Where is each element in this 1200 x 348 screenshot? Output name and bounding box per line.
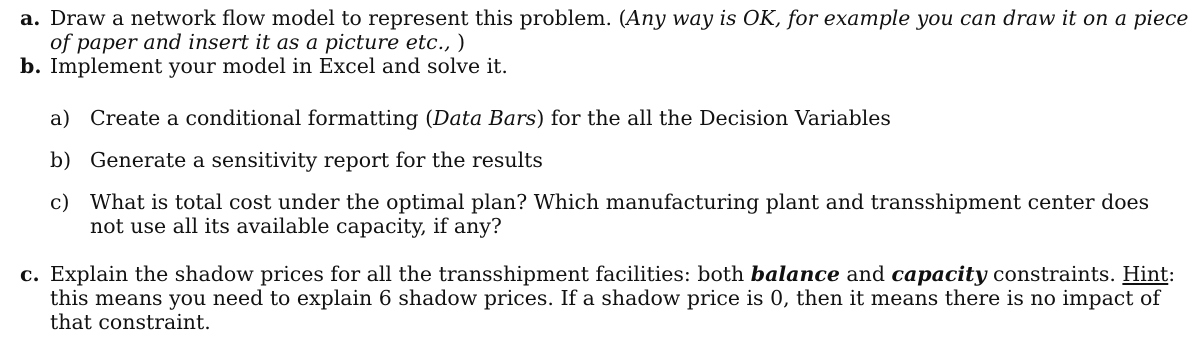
question-b-marker: b. — [20, 54, 42, 78]
question-c-line-3: that constraint. — [50, 310, 211, 334]
subitem-a-text-post: ) for the all the Decision Variables — [536, 106, 891, 130]
subitem-c-line-2: not use all its available capacity, if any? — [90, 214, 502, 238]
question-a-marker: a. — [20, 6, 41, 30]
question-c-marker: c. — [20, 262, 40, 286]
question-a-line-1 — [50, 6, 1188, 30]
question-c-line-1 — [50, 262, 1175, 286]
question-a-line-2 — [50, 30, 465, 54]
subitem-c-line-1: What is total cost under the optimal plan? Which manufacturing plant and transshipment center does — [90, 190, 1150, 214]
question-c-hint: Hint — [1122, 262, 1169, 286]
subitem-a-marker: a) — [50, 106, 71, 130]
question-a-close-paren: ) — [450, 30, 466, 54]
question-c-line-2: this means you need to explain 6 shadow prices. If a shadow price is 0, then it means there is no impact of — [50, 286, 1160, 310]
question-a-italic-note-2: of paper and insert it as a picture etc., — [50, 30, 451, 54]
question-a-text: Draw a network flow model to represent this problem. ( — [50, 6, 627, 30]
subitem-a-text-pre: Create a conditional formatting ( — [90, 106, 434, 130]
subitem-c-marker: c) — [50, 190, 70, 214]
subitem-a-italic: Data Bars — [433, 106, 537, 130]
question-c-balance: balance — [750, 262, 840, 286]
subitem-b-marker: b) — [50, 148, 72, 172]
question-c-text-post: constraints. — [986, 262, 1123, 286]
question-c-hint-colon: : — [1168, 262, 1176, 286]
question-c-capacity: capacity — [891, 262, 987, 286]
question-a-italic-note-1: Any way is OK, for example you can draw it on a piece — [626, 6, 1189, 30]
subitem-a-line — [90, 106, 891, 130]
question-b-text: Implement your model in Excel and solve it. — [50, 54, 508, 78]
question-c-text-and: and — [839, 262, 892, 286]
question-c-text-pre: Explain the shadow prices for all the transshipment facilities: both — [50, 262, 751, 286]
subitem-b-text: Generate a sensitivity report for the results — [90, 148, 543, 172]
